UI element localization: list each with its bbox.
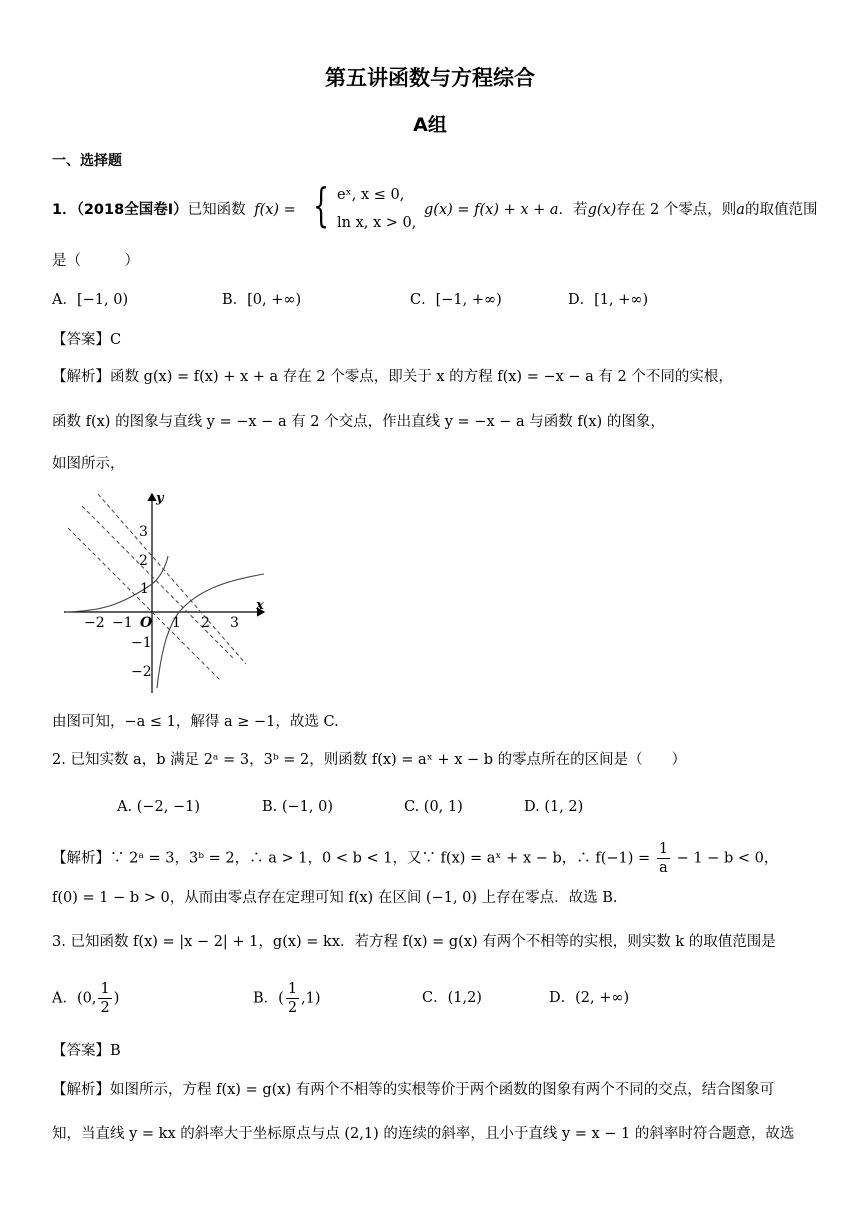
exp-curve: [66, 556, 168, 612]
q1-analysis-line-3: 如图所示，: [52, 456, 125, 472]
section-heading: 一、选择题: [52, 153, 122, 169]
q3-option-d: D．(2, +∞): [549, 990, 630, 1006]
x-tick-label: 2: [201, 615, 210, 631]
q1-option-c: C．[−1, +∞): [410, 292, 502, 308]
x-tick-label: −1: [112, 615, 133, 631]
dashed-line-3: [98, 494, 246, 664]
q3-option-a-post: ): [113, 990, 120, 1007]
q2-analysis-b: − 1 − b < 0，: [676, 850, 779, 867]
q2-option-d: D. (1, 2): [524, 799, 584, 815]
y-tick-label: −2: [131, 664, 152, 680]
q2-frac-num: 1: [658, 841, 669, 857]
page-title: 第五讲函数与方程综合: [325, 66, 535, 90]
q3-option-a-frac: [98, 980, 111, 1017]
dashed-line-2: [82, 506, 233, 658]
q2-fraction: [657, 840, 670, 877]
q3-option-b: [253, 980, 321, 1017]
q3-analysis-line-2: 知，当直线 y = kx 的斜率大于坐标原点与点 (2,1) 的连续的斜率，且小于直线 y = x − 1 的斜率时符合题意，故选: [52, 1126, 795, 1142]
q3-answer: 【答案】B: [52, 1043, 121, 1059]
q3-analysis-line-1: 【解析】如图所示，方程 f(x) = g(x) 有两个不相等的实根等价于两个函数的图象有两个不同的交点，结合图象可: [52, 1082, 775, 1098]
q2-stem: 2. 已知实数 a，b 满足 2ᵃ = 3，3ᵇ = 2，则函数 f(x) = aˣ + x − b 的零点所在的区间是（ ）: [52, 752, 687, 768]
q1-gx-short: g(x): [587, 202, 617, 218]
y-axis-label: y: [156, 491, 164, 506]
q3-option-a-num: 1: [100, 981, 110, 997]
q1-stem-line-2: [424, 200, 817, 220]
q1-answer: 【答案】C: [52, 332, 122, 348]
q2-option-b: B. (−1, 0): [262, 799, 334, 815]
x-tick-label: −2: [84, 615, 105, 631]
q1-stem-d: 的取值范围: [744, 202, 818, 218]
q3-option-b-post: ,1): [301, 990, 321, 1007]
q3-option-b-pre: B．(: [253, 990, 284, 1007]
q2-analysis-line-1: [52, 840, 778, 877]
q3-option-b-frac: [286, 980, 299, 1017]
q2-analysis-a: 【解析】∵ 2ᵃ = 3，3ᵇ = 2，∴ a > 1，0 < b < 1，又∵ f(x) = aˣ + x − b，∴ f(−1) =: [52, 850, 651, 867]
q1-stem-c: 存在 2 个零点，则: [616, 202, 737, 218]
q1-stem-a: 已知函数: [187, 202, 246, 218]
q1-stem-b: ．若: [558, 202, 588, 218]
q1-option-a: A．[−1, 0): [52, 292, 129, 308]
y-tick-label: 1: [140, 581, 149, 597]
origin-label: O: [140, 615, 153, 631]
x-axis-label: x: [256, 598, 264, 613]
q3-option-a-den: 2: [100, 1000, 110, 1016]
piecewise-brace: {: [313, 178, 330, 232]
q1-stem-continued: 是（ ）: [52, 253, 139, 269]
q1-fx: f(x) =: [254, 202, 296, 218]
q2-option-a: A. (−2, −1): [117, 799, 200, 815]
q1-a-var: a: [736, 202, 745, 218]
q1-source: （2018全国卷Ⅰ）: [76, 202, 188, 218]
q1-stem-line: [52, 200, 296, 220]
q2-option-c: C. (0, 1): [404, 799, 463, 815]
q3-option-a-pre: A．(0,: [52, 990, 97, 1007]
q2-frac-den: a: [659, 860, 668, 876]
q1-analysis-line-2: 函数 f(x) 的图象与直线 y = −x − a 有 2 个交点，作出直线 y = −x − a 与函数 f(x) 的图象，: [52, 414, 665, 430]
q3-stem: 3. 已知函数 f(x) = |x − 2| + 1，g(x) = kx．若方程 f(x) = g(x) 有两个不相等的实根，则实数 k 的取值范围是: [52, 934, 776, 950]
q1-analysis-line-1: 【解析】函数 g(x) = f(x) + x + a 存在 2 个零点，即关于 x 的方程 f(x) = −x − a 有 2 个不同的实根，: [52, 369, 733, 385]
y-tick-label: 3: [139, 524, 148, 540]
q1-conclusion: 由图可知，−a ≤ 1，解得 a ≥ −1，故选 C.: [52, 714, 339, 730]
q3-option-b-den: 2: [287, 1000, 298, 1016]
x-tick-label: 3: [230, 615, 239, 631]
q3-option-a: [52, 980, 119, 1017]
q1-number: 1．: [52, 202, 77, 218]
q1-option-d: D．[1, +∞): [568, 292, 649, 308]
dashed-line-1: [68, 528, 220, 680]
q3-option-b-num: 1: [287, 981, 298, 997]
q1-option-b: B．[0, +∞): [222, 292, 302, 308]
q3-option-c: C．(1,2): [422, 990, 482, 1006]
group-heading: A组: [413, 114, 447, 136]
q1-piece-2: ln x, x > 0,: [337, 215, 417, 231]
x-tick-label: 1: [172, 615, 181, 631]
y-tick-label: 2: [139, 553, 148, 569]
ln-curve: [157, 574, 264, 688]
q1-gx: g(x) = f(x) + x + a: [424, 202, 559, 218]
q1-piece-1: eˣ, x ≤ 0,: [337, 187, 405, 203]
y-tick-label: −1: [131, 635, 152, 651]
function-graph: [60, 488, 272, 698]
q2-analysis-line-2: f(0) = 1 − b > 0，从而由零点存在定理可知 f(x) 在区间 (−1, 0) 上存在零点．故选 B.: [52, 890, 618, 906]
